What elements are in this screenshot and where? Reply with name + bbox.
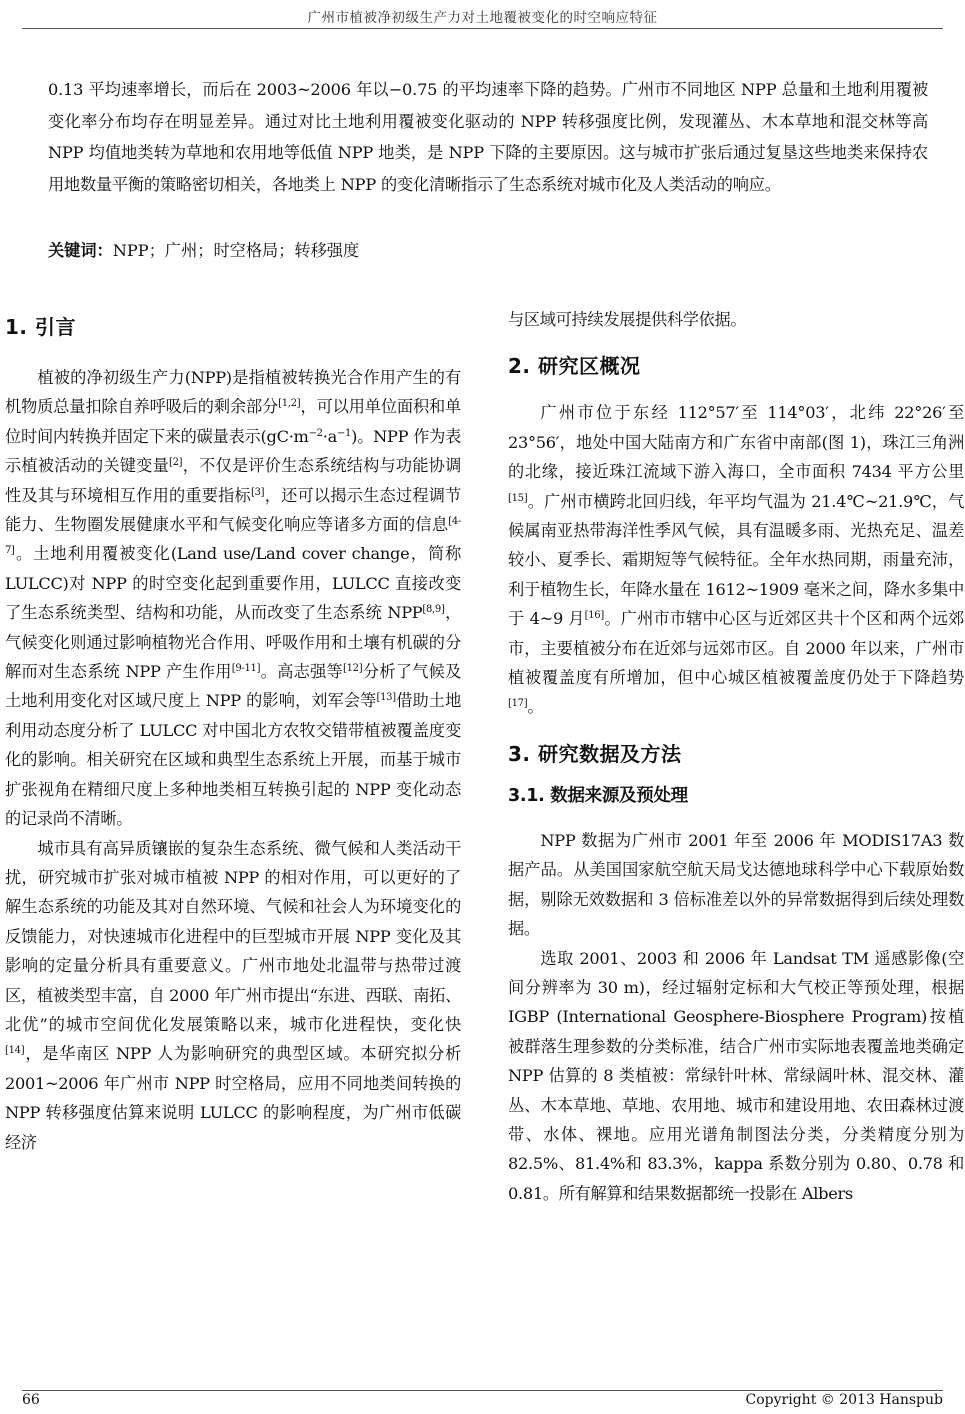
- citation[interactable]: [17]: [508, 698, 528, 710]
- copyright: Copyright © 2013 Hanspub: [745, 1392, 943, 1408]
- section-3-1-heading: 3.1. 数据来源及预处理: [508, 785, 688, 806]
- footer-rule: [22, 1390, 943, 1391]
- data-paragraph-1: NPP 数据为广州市 2001 年至 2006 年 MODIS17A3 数据产品。从美国国家航空航天局戈达德地球科学中心下载原始数据，剔除无效数据和 3 倍标准差以外的异常数据得到后续处理数据。: [508, 830, 964, 939]
- left-column: [5, 305, 461, 1157]
- citation[interactable]: [13]: [376, 692, 396, 704]
- citation[interactable]: [9-11]: [231, 663, 261, 675]
- section-1-heading: 1. 引言: [5, 315, 76, 339]
- keywords-text: NPP；广州；时空格局；转移强度: [112, 241, 360, 260]
- citation[interactable]: [14]: [5, 1045, 25, 1057]
- citation[interactable]: [3]: [250, 486, 265, 498]
- running-head: 广州市植被净初级生产力对土地覆被变化的时空响应特征: [307, 10, 658, 26]
- citation[interactable]: [15]: [508, 492, 528, 504]
- citation[interactable]: [2]: [168, 457, 183, 469]
- citation[interactable]: [4-7]: [5, 516, 461, 557]
- citation[interactable]: [1,2]: [278, 398, 301, 410]
- citation[interactable]: [16]: [584, 610, 604, 622]
- citation[interactable]: [12]: [343, 663, 363, 675]
- data-paragraph-2: 选取 2001、2003 和 2006 年 Landsat TM 遥感影像(空间分辨率为 30 m)，经过辐射定标和大气校正等预处理，根据 IGBP (International Geosphere-Biosphere Program)按植被群落生理参数的分类标准，结合广州市实际地表覆盖地类确定 NPP 估算的 8 类植被：常绿针叶林、常绿阔叶林、混交林、灌丛、木本草地、草地、农用地、城市和建设用地、农田森林过渡带、水体、裸地。应用光谱角制图法分类，分类精度分别为 82.5%、81.4%和 83.3%，kappa 系数分别为 0.80、0.78 和 0.81。所有解算和结果数据都统一投影在 Albers: [508, 948, 964, 1203]
- intro-paragraph-2: 城市具有高异质镶嵌的复杂生态系统、微气候和人类活动干扰，研究城市扩张对城市植被 NPP 的相对作用，可以更好的了解生态系统的功能及其对自然环境、气候和社会人为环境变化的反馈能力，对快速城市化进程中的巨型城市开展 NPP 变化及其影响的定量分析具有重要意义。广州市地处北温带与热带过渡区，植被类型丰富，自 2000 年广州市提出“东进、西联、南拓、北优”的城市空间优化发展策略以来，城市化进程快，变化快[14]，是华南区 NPP 人为影响研究的典型区域。本研究拟分析 2001~2006 年广州市 NPP 时空格局，应用不同地类间转换的 NPP 转移强度估算来说明 LULCC 的影响程度，为广州市低碳经济: [5, 838, 461, 1152]
- page-number: 66: [22, 1392, 40, 1408]
- header-rule: [22, 28, 943, 29]
- right-column: [508, 305, 964, 1208]
- section-3-heading: 3. 研究数据及方法: [508, 741, 682, 766]
- citation[interactable]: [8,9]: [422, 604, 445, 616]
- section-2-heading: 2. 研究区概况: [508, 354, 641, 379]
- abstract-tail: 0.13 平均速率增长，而后在 2003~2006 年以−0.75 的平均速率下降的趋势。广州市不同地区 NPP 总量和土地利用覆被变化率分布均存在明显差异。通过对比土地利用覆被变化驱动的 NPP 转移强度比例，发现灌丛、木本草地和混交林等高 NPP 均值地类转为草地和农用地等低值 NPP 地类，是 NPP 下降的主要原因。这与城市扩张后通过复垦这些地类来保持农用地数量平衡的策略密切相关，各地类上 NPP 的变化清晰指示了生态系统对城市化及人类活动的响应。: [48, 80, 928, 194]
- keywords: [48, 235, 928, 266]
- study-area-paragraph: 广州市位于东经 112°57′至 114°03′，北纬 22°26′至 23°56′，地处中国大陆南方和广东省中南部(图 1)，珠江三角洲的北缘，接近珠江流域下游入海口，全市面积 7434 平方公里[15]。广州市横跨北回归线，年平均气温为 21.4℃~21.9℃，气候属南亚热带海洋性季风气候，具有温暖多雨、光热充足、温差较小、夏季长、霜期短等气候特征。全年水热同期，雨量充沛，利于植物生长，年降水量在 1612~1909 毫米之间，降水多集中于 4~9 月[16]。广州市市辖中心区与近郊区共十个区和两个远郊市，主要植被分布在近郊与远郊市区。自 2000 年以来，广州市植被覆盖度有所增加，但中心城区植被覆盖度仍处于下降趋势[17]。: [508, 403, 964, 717]
- intro-paragraph-2-continued: 与区域可持续发展提供科学依据。: [508, 310, 747, 329]
- intro-paragraph-1: 植被的净初级生产力(NPP)是指植被转换光合作用产生的有机物质总量扣除自养呼吸后的剩余部分[1,2]，可以用单位面积和单位时间内转换并固定下来的碳量表示$(gC\cdot m^{-2}\cdot a^{-1})$。NPP 作为表示植被活动的关键变量[2]，不仅是评价生态系统结构与功能协调性及其与环境相互作用的重要指标[3]，还可以揭示生态过程调节能力、生物圈发展健康水平和气候变化响应等诸多方面的信息[4-7]。土地利用覆被变化(Land use/Land cover change，简称 LULCC)对 NPP 的时空变化起到重要作用，LULCC 直接改变了生态系统类型、结构和功能，从而改变了生态系统 NPP[8,9]，气候变化则通过影响植物光合作用、呼吸作用和土壤有机碳的分解而对生态系统 NPP 产生作用[9-11]。高志强等[12]分析了气候及土地利用变化对区域尺度上 NPP 的影响，刘军会等[13]借助土地利用动态度分析了 LULCC 对中国北方农牧交错带植被覆盖度变化的影响。相关研究在区域和典型生态系统上开展，而基于城市扩张视角在精细尺度上多种地类相互转换引起的 NPP 变化动态的记录尚不清晰。: [5, 368, 462, 829]
- keywords-label: 关键词：: [48, 241, 113, 260]
